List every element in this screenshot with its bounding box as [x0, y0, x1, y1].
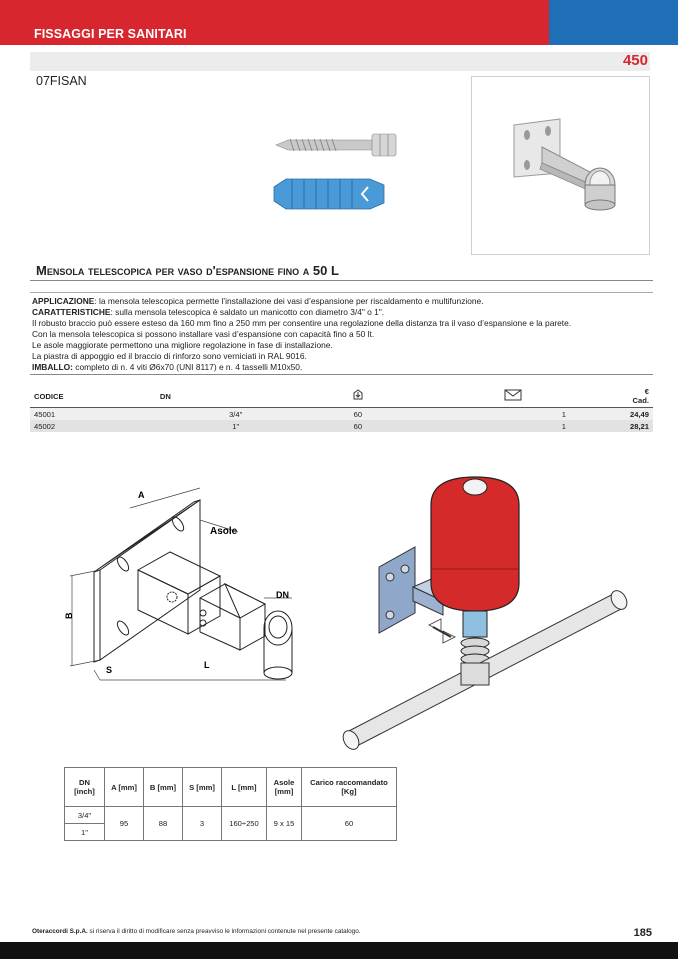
product-table — [30, 385, 653, 432]
col-header-envelope — [400, 385, 626, 408]
section-title: FISSAGGI PER SANITARI — [34, 27, 187, 41]
product-title: Mensola telescopica per vaso d'espansione fino a 50 L — [36, 263, 339, 278]
label-s: S — [106, 665, 113, 675]
desc-line: Con la mensola telescopica si possono installare vasi d’espansione con capacità fino a 50 lt. — [32, 329, 375, 339]
header-blue-band — [549, 0, 678, 45]
product-description — [32, 296, 652, 373]
divider — [30, 280, 653, 281]
desc-line-applicazione: APPLICAZIONE: la mensola telescopica permette l’installazione dei vasi d’espansione per riscaldamento e multifunzione. — [32, 296, 484, 306]
spec-cell-s: 3 — [183, 807, 222, 841]
spec-cell-dn: 3/4" — [65, 807, 105, 824]
screw-and-anchor-image — [272, 125, 402, 225]
footer-bar — [0, 942, 678, 959]
screw-icon — [276, 134, 396, 156]
spec-cell-b: 88 — [144, 807, 183, 841]
page-code: 450 — [622, 52, 648, 69]
cell-codice: 45001 — [30, 408, 156, 421]
label-l: L — [204, 660, 210, 670]
divider — [30, 292, 653, 293]
wall-plug-icon — [274, 179, 384, 209]
col-header-price: € Cad. — [626, 385, 653, 408]
spec-header-b: B [mm] — [144, 768, 183, 807]
divider — [30, 374, 653, 375]
label-b: B — [64, 612, 74, 619]
spec-header-asole: Asole [mm] — [267, 768, 302, 807]
specification-table — [64, 767, 397, 841]
envelope-icon — [504, 389, 522, 401]
desc-line: La piastra di appoggio ed il braccio di rinforzo sono verniciati in RAL 9016. — [32, 351, 307, 361]
col-header-dn: DN — [156, 385, 316, 408]
product-photo — [471, 76, 650, 255]
table-row — [30, 420, 653, 432]
label-dn: DN — [276, 590, 289, 600]
spec-cell-carico: 60 — [302, 807, 397, 841]
label-asole: Asole — [210, 526, 238, 537]
spec-cell-l: 160÷250 — [222, 807, 267, 841]
cell-codice: 45002 — [30, 420, 156, 432]
desc-line-caratteristiche: CARATTERISTICHE: sulla mensola telescopica è saldato un manicotto con diametro 3/4" o 1". — [32, 307, 385, 317]
cell-qty1: 60 — [316, 420, 401, 432]
desc-line-imballo: IMBALLO: completo di n. 4 viti Ø6x70 (UNI 8117) e n. 4 tasselli M10x50. — [32, 362, 303, 372]
table-row — [30, 408, 653, 421]
cell-price: 24,49 — [626, 408, 653, 421]
installation-illustration — [335, 465, 635, 750]
cell-dn: 1" — [156, 420, 316, 432]
cell-dn: 3/4" — [156, 408, 316, 421]
bracket-photo-icon — [472, 77, 649, 254]
spec-header-dn: DN [inch] — [65, 768, 105, 807]
box-quantity-icon — [352, 389, 364, 401]
cell-qty2: 1 — [400, 408, 626, 421]
page-number: 185 — [633, 927, 652, 939]
cell-qty1: 60 — [316, 408, 401, 421]
col-header-codice: CODICE — [30, 385, 156, 408]
spec-header-l: L [mm] — [222, 768, 267, 807]
col-header-box — [316, 385, 401, 408]
reference-code: 07FISAN — [36, 74, 87, 88]
cell-qty2: 1 — [400, 420, 626, 432]
footer-note: Oteraccordi S.p.A. si riserva il diritto di modificare senza preavviso le informazioni contenute nel presente catalogo. — [32, 928, 361, 935]
spec-header-s: S [mm] — [183, 768, 222, 807]
desc-line: Il robusto braccio può essere esteso da 160 mm fino a 250 mm per consentire una regolazione della distanza tra il vaso d’espansione e la parete. — [32, 318, 572, 328]
label-a: A — [138, 490, 145, 500]
technical-drawing — [60, 480, 320, 705]
desc-line: Le asole maggiorate permettono una migliore regolazione in fase di installazione. — [32, 340, 333, 350]
spec-cell-dn: 1" — [65, 824, 105, 841]
cell-price: 28,21 — [626, 420, 653, 432]
spec-cell-a: 95 — [105, 807, 144, 841]
spec-header-carico: Carico raccomandato [Kg] — [302, 768, 397, 807]
page-code-bar — [30, 52, 650, 71]
spec-cell-asole: 9 x 15 — [267, 807, 302, 841]
spec-header-a: A [mm] — [105, 768, 144, 807]
